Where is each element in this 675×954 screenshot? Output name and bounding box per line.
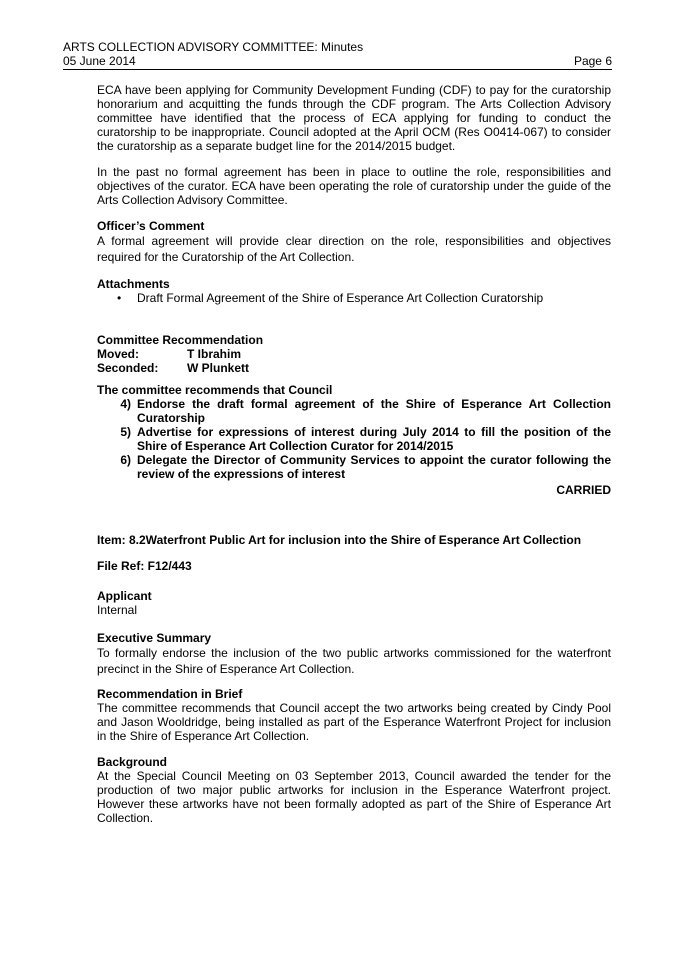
moved-label: Moved:	[97, 347, 139, 361]
background-heading: Background	[97, 755, 168, 769]
moved-row	[97, 347, 611, 361]
recommendation-lead: The committee recommends that Council	[97, 383, 333, 397]
executive-summary-heading: Executive Summary	[97, 631, 212, 645]
header-divider	[63, 69, 612, 70]
recommendation-item	[97, 425, 611, 453]
document-body	[97, 83, 611, 825]
officers-comment-heading: Officer’s Comment	[97, 219, 205, 233]
recommendation-text: Endorse the draft formal agreement of the Shire of Esperance Art Collection Curatorship	[137, 397, 611, 425]
recommendation-text: Delegate the Director of Community Services to appoint the curator following the review of the expressions of interest	[137, 453, 611, 481]
header-page-number: Page 6	[573, 54, 612, 68]
committee-recommendation-heading: Committee Recommendation	[97, 333, 264, 347]
applicant-heading: Applicant	[97, 589, 152, 603]
moved-value: T Ibrahim	[187, 347, 242, 361]
recommendation-list	[97, 397, 611, 481]
recommendation-number: 4)	[120, 397, 131, 411]
header-date: 05 June 2014	[63, 54, 136, 68]
seconded-value: W Plunkett	[187, 361, 249, 375]
seconded-row	[97, 361, 611, 375]
attachment-item: • Draft Formal Agreement of the Shire of Esperance Art Collection Curatorship	[97, 291, 611, 305]
intro-paragraph-2: In the past no formal agreement has been in place to outline the role, responsibilities and objectives of the curator. ECA have been operating the role of curatorship under the guide of the Arts Collection Advisory Committee.	[97, 165, 611, 207]
recommendation-item	[97, 453, 611, 481]
carried-status: CARRIED	[556, 483, 611, 497]
recommendation-number: 6)	[120, 453, 131, 467]
recommendation-brief-text: The committee recommends that Council accept the two artworks being created by Cindy Pool and Jason Wooldridge, being installed as part of the Esperance Waterfront Project for inclusion in the Shire of Esperance Art Collection.	[97, 701, 611, 743]
header-title: ARTS COLLECTION ADVISORY COMMITTEE: Minutes	[63, 40, 364, 54]
applicant-value: Internal	[97, 603, 138, 617]
executive-summary-text: To formally endorse the inclusion of the two public artworks commissioned for the waterfront precinct in the Shire of Esperance Art Collection.	[97, 646, 611, 676]
item-title: Item: 8.2Waterfront Public Art for inclusion into the Shire of Esperance Art Collection	[97, 533, 582, 547]
attachments-heading: Attachments	[97, 277, 170, 291]
intro-paragraph-1: ECA have been applying for Community Development Funding (CDF) to pay for the curatorship honorarium and acquitting the funds through the CDF program. The Arts Collection Advisory committee have identified that the process of ECA applying for funding to conduct the curatorship to be inappropriate. Council adopted at the April OCM (Res O0414-067) to consider the curatorship as a separate budget line for the 2014/2015 budget.	[97, 83, 611, 153]
file-ref: File Ref: F12/443	[97, 559, 192, 573]
recommendation-item	[97, 397, 611, 425]
recommendation-brief-heading: Recommendation in Brief	[97, 687, 243, 701]
officers-comment-text: A formal agreement will provide clear direction on the role, responsibilities and objectives required for the Curatorship of the Art Collection.	[97, 234, 611, 264]
attachments-list	[97, 291, 611, 305]
background-text: At the Special Council Meeting on 03 September 2013, Council awarded the tender for the production of two major public artworks for inclusion in the Esperance Waterfront project. However these artworks have not been formally adopted as part of the Shire of Esperance Art Collection.	[97, 769, 611, 825]
seconded-label: Seconded:	[97, 361, 159, 375]
recommendation-text: Advertise for expressions of interest during July 2014 to fill the position of the Shire of Esperance Art Collection Curator for 2014/2015	[137, 425, 611, 453]
recommendation-number: 5)	[120, 425, 131, 439]
